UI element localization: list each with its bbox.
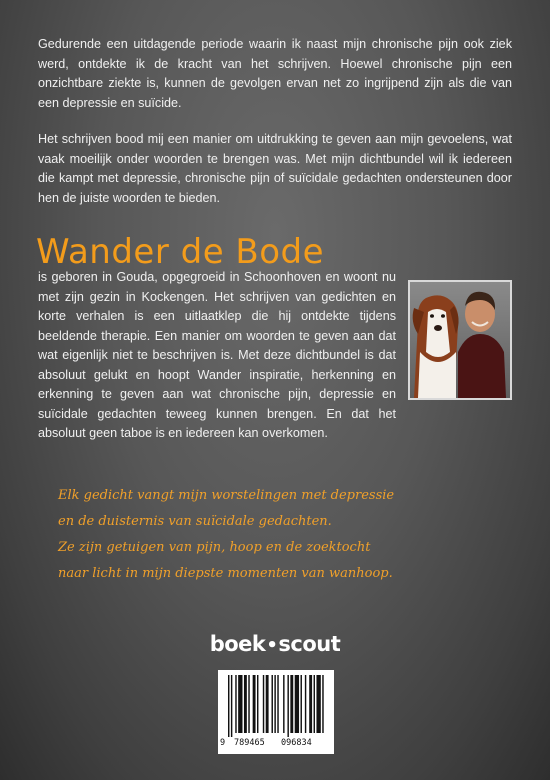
barcode-bar bbox=[228, 675, 229, 737]
author-with-dog-image bbox=[410, 282, 510, 398]
barcode-bar bbox=[295, 675, 299, 733]
barcode-bar bbox=[305, 675, 306, 733]
barcode-bars bbox=[218, 670, 334, 738]
barcode-bar bbox=[322, 675, 323, 733]
quote-line-1: Elk gedicht vangt mijn worstelingen met depressie bbox=[58, 488, 395, 503]
isbn-barcode bbox=[218, 670, 334, 754]
logo-dot: • bbox=[266, 635, 278, 656]
barcode-bar bbox=[309, 675, 312, 733]
author-name: Wander de Bode bbox=[36, 232, 325, 272]
barcode-bar bbox=[272, 675, 273, 733]
barcode-left-digits: 789465 bbox=[234, 738, 265, 748]
barcode-bar bbox=[287, 675, 288, 737]
barcode-digits bbox=[218, 738, 334, 752]
barcode-lead-digit: 9 bbox=[220, 738, 226, 748]
barcode-bar bbox=[266, 675, 269, 733]
barcode-bar bbox=[316, 675, 320, 733]
barcode-bar bbox=[235, 675, 236, 733]
barcode-bar bbox=[274, 675, 275, 733]
barcode-bar bbox=[314, 675, 315, 733]
logo-text-boek: boek bbox=[209, 632, 266, 656]
quote-line-3: Ze zijn getuigen van pijn, hoop en de zoektocht bbox=[58, 540, 371, 555]
barcode-bar bbox=[238, 675, 242, 733]
quote-line-2: en de duisternis van suïcidale gedachten. bbox=[58, 514, 332, 529]
publisher-logo bbox=[0, 632, 550, 656]
barcode-bar bbox=[253, 675, 256, 733]
barcode-bar bbox=[283, 675, 284, 733]
author-bio-block bbox=[38, 268, 512, 444]
barcode-bar bbox=[231, 675, 232, 737]
barcode-bar bbox=[290, 675, 293, 733]
author-bio-text: is geboren in Gouda, opgegroeid in Schoonhoven en woont nu met zijn gezin in Kockengen. Het schrijven van gedichten en korte verhalen is een uitlaatklep die hij ontdekte tijdens beeldende therapie. Een manier om woorden te geven aan dat wat eigenlijk niet te beschrijven is. Met deze dichtbundel is dat absoluut gelukt en hoopt Wander inspiratie, herkenning en erkenning te geven aan wat chronische pijn, depressie en suïcidale gedachten teweeg kunnen brengen. En dat het absoluut geen taboe is en iedereen kan overkomen. bbox=[38, 270, 396, 440]
barcode-bar bbox=[248, 675, 249, 733]
barcode-bar bbox=[301, 675, 302, 733]
intro-paragraph-2: Het schrijven bood mij een manier om uitdrukking te geven aan mijn gevoelens, wat vaak moeilijk onder woorden te brengen was. Met mijn dichtbundel wil ik iedereen die kampt met depressie, chronische pijn of suïcidale gedachten ondersteunen door hen de juiste woorden te bieden. bbox=[38, 132, 512, 205]
logo-text-scout: scout bbox=[278, 632, 341, 656]
barcode-bar bbox=[257, 675, 258, 733]
quote-line-4: naar licht in mijn diepste momenten van wanhoop. bbox=[58, 566, 393, 581]
author-photo bbox=[408, 280, 512, 400]
intro-paragraph-1: Gedurende een uitdagende periode waarin ik naast mijn chronische pijn ook ziek werd, ontdekte ik de kracht van het schrijven. Hoewel chronische pijn een onzichtbare ziekte is, kunnen de gevolgen ervan net zo ingrijpend zijn als die van een depressie en suïcide. bbox=[38, 37, 512, 110]
barcode-bar bbox=[244, 675, 247, 733]
quote bbox=[58, 483, 498, 587]
barcode-bar bbox=[263, 675, 264, 733]
barcode-bar bbox=[277, 675, 278, 733]
barcode-right-digits: 096834 bbox=[281, 738, 312, 748]
